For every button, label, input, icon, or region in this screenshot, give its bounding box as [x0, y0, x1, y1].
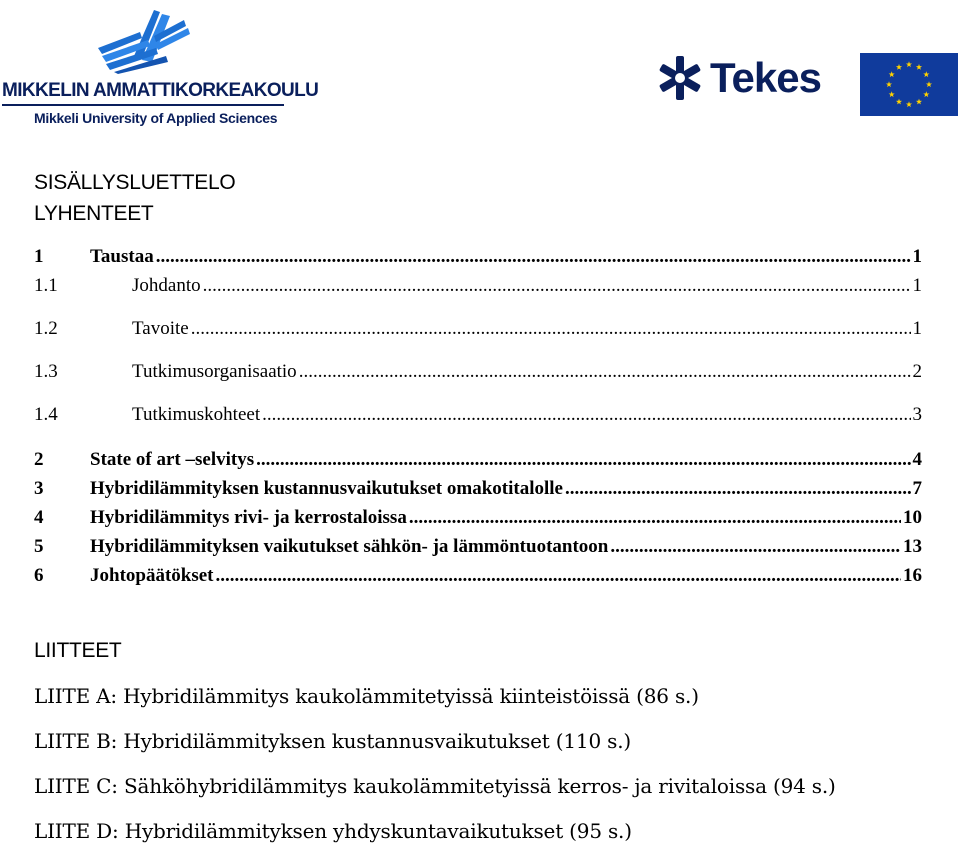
toc-page: 2 — [912, 361, 922, 382]
mamk-logo — [0, 4, 319, 130]
toc-leader — [610, 536, 901, 558]
toc-leader — [216, 565, 901, 587]
toc-leader — [256, 449, 910, 471]
org-subtitle: Mikkeli University of Applied Sciences — [34, 110, 278, 126]
toc-entry[interactable] — [34, 361, 922, 389]
toc-title: Johdanto — [132, 275, 201, 296]
toc-entry[interactable] — [34, 478, 922, 506]
toc-leader — [203, 275, 911, 297]
toc-number: 5 — [34, 536, 44, 557]
toc-leader — [409, 507, 901, 529]
toc-page: 7 — [912, 478, 922, 499]
toc-page: 10 — [903, 507, 922, 528]
appendix-item: LIITE C: Sähköhybridilämmitys kaukolämmitetyissä kerros- ja rivitaloissa (94 s.) — [34, 774, 836, 798]
partner-name: Tekes — [710, 54, 821, 101]
toc-number: 1.3 — [34, 361, 58, 382]
toc-leader — [299, 361, 911, 383]
abbreviations-heading: LYHENTEET — [34, 202, 154, 225]
toc-title: State of art –selvitys — [90, 449, 255, 470]
appendices-heading: LIITTEET — [34, 639, 122, 662]
toc-leader — [156, 246, 911, 268]
toc-entry[interactable] — [34, 404, 922, 432]
toc-number: 1 — [34, 246, 44, 267]
toc-page: 1 — [912, 246, 922, 267]
org-name: MIKKELIN AMMATTIKORKEAKOULU — [2, 80, 319, 101]
toc-title: Hybridilämmitys rivi- ja kerrostaloissa — [90, 507, 407, 528]
eu-flag-icon — [860, 53, 958, 116]
toc-entry[interactable] — [34, 536, 922, 564]
appendix-item: LIITE B: Hybridilämmityksen kustannusvaikutukset (110 s.) — [34, 729, 631, 753]
toc-leader — [262, 404, 910, 426]
toc-page: 4 — [912, 449, 922, 470]
toc-number: 1.2 — [34, 318, 58, 339]
toc-entry[interactable] — [34, 449, 922, 477]
toc-title: Tavoite — [132, 318, 189, 339]
toc-number: 4 — [34, 507, 44, 528]
toc-leader — [565, 478, 911, 500]
appendix-item: LIITE D: Hybridilämmityksen yhdyskuntavaikutukset (95 s.) — [34, 819, 632, 843]
mamk-emblem-icon — [96, 4, 192, 74]
toc-title: Tutkimusorganisaatio — [132, 361, 297, 382]
toc-number: 2 — [34, 449, 44, 470]
toc-entry[interactable] — [34, 565, 922, 593]
toc-title: Johtopäätökset — [90, 565, 214, 586]
toc-page: 13 — [903, 536, 922, 557]
toc-entry[interactable] — [34, 275, 922, 303]
toc-entry[interactable] — [34, 318, 922, 346]
logo-divider — [2, 104, 284, 106]
toc-page: 3 — [912, 404, 922, 425]
toc-leader — [191, 318, 911, 340]
toc-entry[interactable] — [34, 246, 922, 274]
toc-page: 16 — [903, 565, 922, 586]
toc-title: Hybridilämmityksen kustannusvaikutukset omakotitalolle — [90, 478, 563, 499]
tekes-logo — [656, 52, 846, 104]
appendix-item: LIITE A: Hybridilämmitys kaukolämmitetyissä kiinteistöissä (86 s.) — [34, 684, 699, 708]
toc-entry[interactable] — [34, 507, 922, 535]
tekes-star-icon — [656, 54, 704, 102]
toc-title: Taustaa — [90, 246, 154, 267]
toc-number: 6 — [34, 565, 44, 586]
toc-number: 1.1 — [34, 275, 58, 296]
toc-page: 1 — [912, 275, 922, 296]
contents-heading: SISÄLLYSLUETTELO — [34, 171, 236, 194]
toc-number: 3 — [34, 478, 44, 499]
toc-title: Hybridilämmityksen vaikutukset sähkön- ja lämmöntuotantoon — [90, 536, 609, 557]
toc-title: Tutkimuskohteet — [132, 404, 261, 425]
toc-number: 1.4 — [34, 404, 58, 425]
toc-page: 1 — [912, 318, 922, 339]
